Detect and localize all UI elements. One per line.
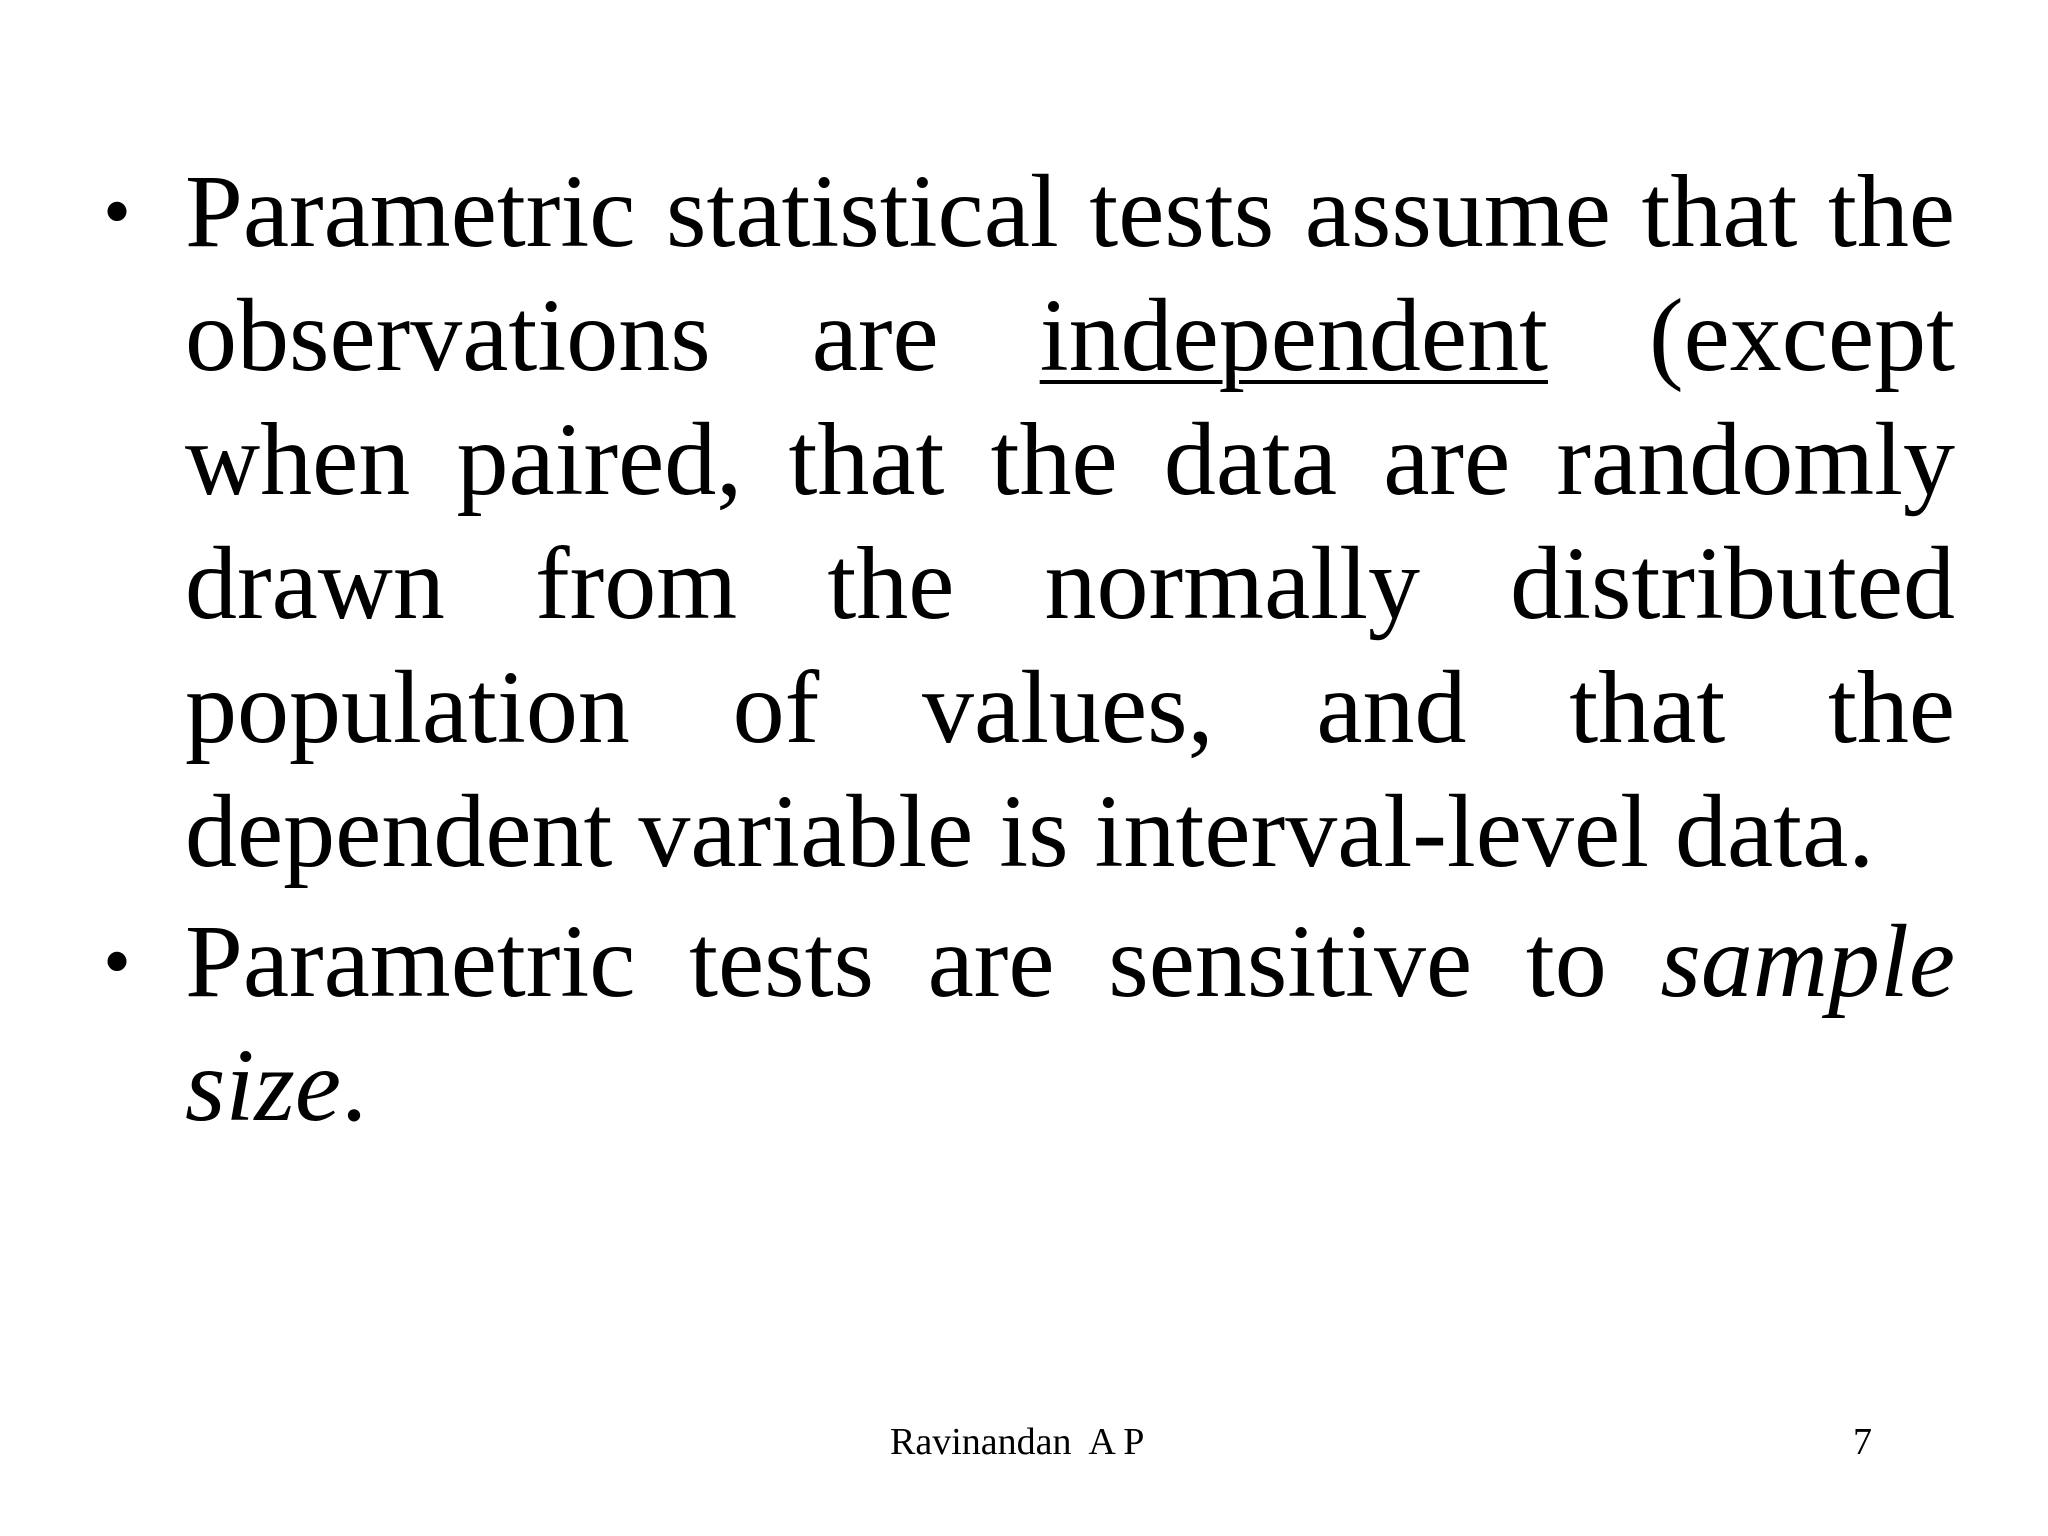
bullet-text-part: (except when paired, that the data are randomly drawn from the normally distributed population of values, and that the dependent variable is interval-level data. [185, 278, 1955, 889]
italic-term: sample size [185, 904, 1955, 1143]
bullet-icon: • [103, 918, 132, 1006]
bullet-icon: • [103, 168, 132, 256]
underlined-term: independent [1039, 278, 1548, 393]
bullet-text-part: Parametric statistical tests assume that the observations are [185, 154, 1955, 393]
bullet-text-part: . [341, 1028, 367, 1143]
footer-author: Ravinandan A P [890, 1421, 1145, 1463]
bullet-list [95, 150, 1955, 1154]
bullet-item-assumptions [95, 150, 1955, 894]
bullet-item-sample-size [95, 900, 1955, 1148]
bullet-text-part: Parametric tests are sensitive to [185, 904, 1661, 1019]
page-number: 7 [1853, 1421, 1872, 1463]
